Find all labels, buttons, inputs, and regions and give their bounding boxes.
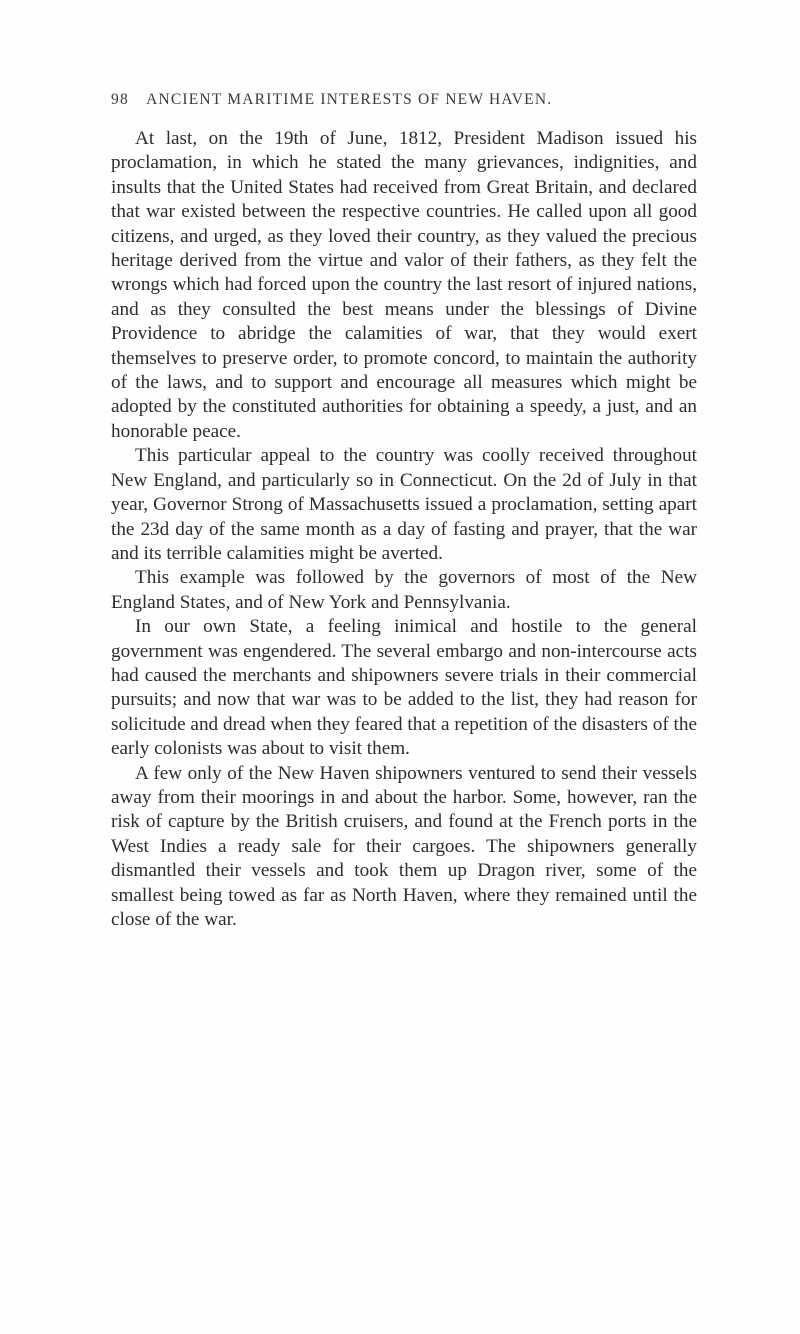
paragraph: In our own State, a feeling inimical and hostile to the general government was engendered. The several embargo and non-intercourse acts had caused the merchants and shipowners severe trials in their commercial pursuits; and now that war was to be added to the list, they had reason for solicitude and dread when they feared that a repetition of the disasters of the early colonists was about to visit them. [111,616,697,760]
running-title: ANCIENT MARITIME INTERESTS OF NEW HAVEN. [146,91,553,108]
paragraph: At last, on the 19th of June, 1812, President Madison issued his proclamation, in which he stated the many grievances, indignities, and insults that the United States had received from Great Britain, and declared that war existed between the respective countries. He called upon all good citizens, and urged, as they loved their country, as they valued the precious heritage derived from the virtue and valor of their fathers, as they felt the wrongs which had forced upon the country the last resort of injured nations, and as they consulted the best means under the blessings of Divine Providence to abridge the calamities of war, that they would exert themselves to preserve order, to promote concord, to maintain the authority of the laws, and to support and encourage all measures which might be adopted by the constituted authorities for obtaining a speedy, a just, and an honorable peace. [111,128,697,442]
running-header [111,91,711,109]
paragraph: A few only of the New Haven shipowners ventured to send their vessels away from their moorings in and about the harbor. Some, however, ran the risk of capture by the British cruisers, and found at the French ports in the West Indies a ready sale for their cargoes. The shipowners generally dismantled their vessels and took them up Dragon river, some of the smallest being towed as far as North Haven, where they remained until the close of the war. [111,762,697,930]
page-number: 98 [111,91,129,108]
body-text [111,127,697,932]
paragraph: This example was followed by the governors of most of the New England States, and of New York and Pennsylvania. [111,567,697,613]
paragraph: This particular appeal to the country was coolly received throughout New England, and particularly so in Connecticut. On the 2d of July in that year, Governor Strong of Massachusetts issued a proclamation, setting apart the 23d day of the same month as a day of fasting and prayer, that the war and its terrible calamities might be averted. [111,445,697,564]
